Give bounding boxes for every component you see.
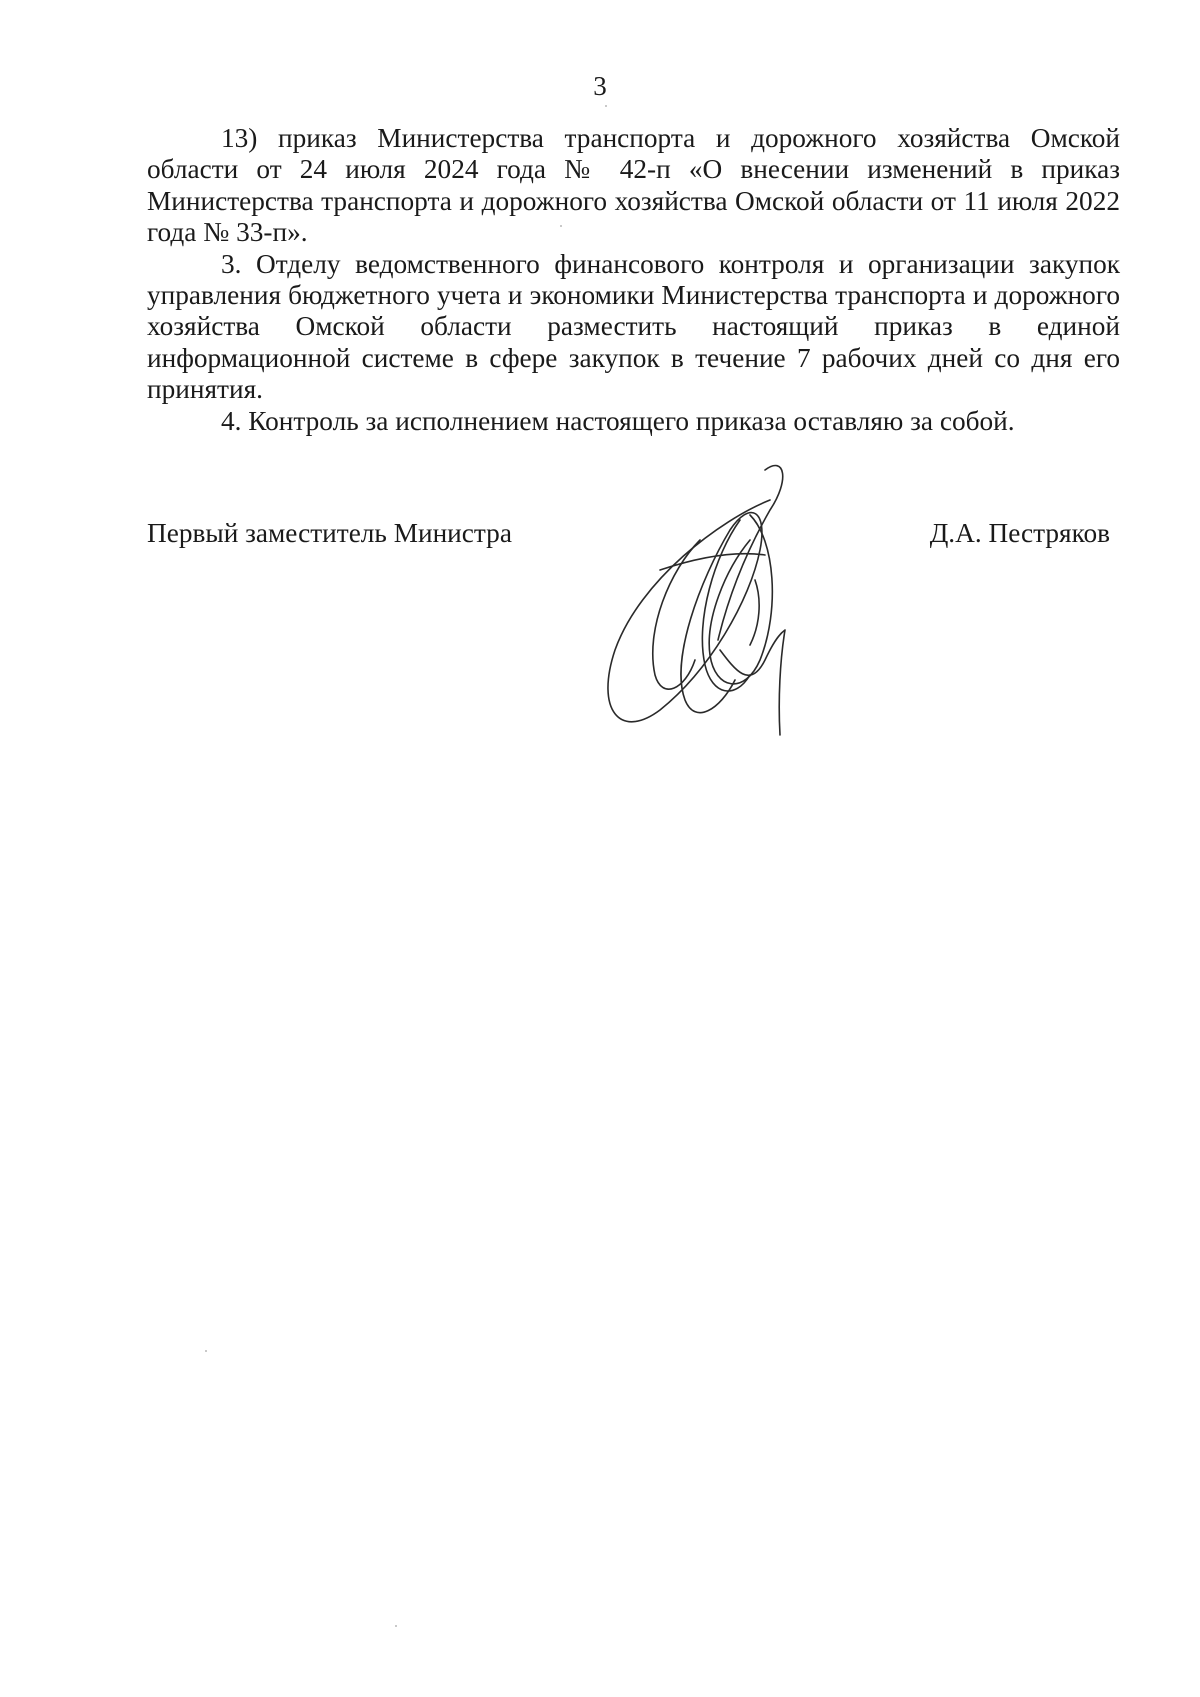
signer-name: Д.А. Пестряков [929, 518, 1110, 548]
handwritten-signature [600, 460, 860, 810]
signer-position: Первый заместитель Министра [147, 518, 512, 548]
scan-speck [395, 1625, 397, 1627]
paragraph-item-13: 13) приказ Министерства транспорта и дорожного хозяйства Омской области от 24 июля 2024 года № 42-п «О внесении изменений в приказ Министерства транспорта и дорожного хозяйства Омской области от 11 июля 2022 года № 33-п». [147, 123, 1120, 248]
scan-speck [605, 105, 607, 107]
paragraph-item-4: 4. Контроль за исполнением настоящего приказа оставляю за собой. [221, 405, 1015, 436]
page-number: 3 [593, 71, 607, 101]
document-body [147, 123, 1120, 437]
paragraph-item-3: 3. Отделу ведомственного финансового контроля и организации закупок управления бюджетного учета и экономики Министерства транспорта и дорожного хозяйства Омской области разместить настоящий приказ в единой информационной системе в сфере закупок в течение 7 рабочих дней со дня его принятия. [147, 248, 1120, 405]
scan-speck [560, 225, 562, 227]
scan-speck [205, 1350, 207, 1352]
